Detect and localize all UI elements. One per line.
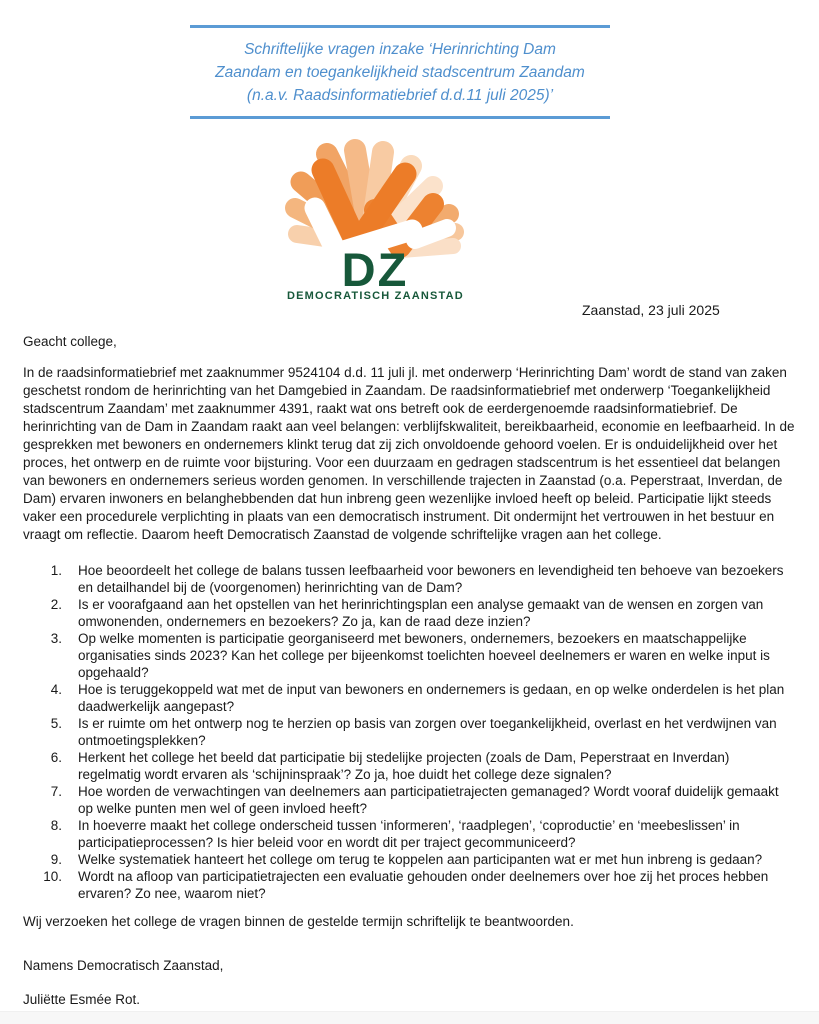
footer-band <box>0 1011 819 1024</box>
signoff: Namens Democratisch Zaanstad, <box>23 958 224 973</box>
salutation: Geacht college, <box>23 334 117 349</box>
closing-paragraph: Wij verzoeken het college de vragen binnen de gestelde termijn schriftelijk te beantwoorden. <box>23 914 574 929</box>
question-item: Op welke momenten is participatie georganiseerd met bewoners, ondernemers, bezoekers en maatschappelijke organisaties sinds 2023? Kan het college per bijeenkomst toelichten hoeveel deelnemers er waren en welke input is opgehaald? <box>78 631 770 680</box>
questions-list <box>23 562 795 902</box>
dz-logo <box>287 140 463 302</box>
question-item: Welke systematiek hanteert het college om terug te koppelen aan participanten wat er met hun inbreng is gedaan? <box>78 852 763 867</box>
letter-body <box>23 333 795 1009</box>
question-item: Hoe beoordeelt het college de balans tussen leefbaarheid voor bewoners en levendigheid ten behoeve van bezoekers en detailhandel bij de (voorgenomen) herinrichting van de Dam? <box>78 563 784 595</box>
question-item: Is er ruimte om het ontwerp nog te herzien op basis van zorgen over toegankelijkheid, overlast en het verdwijnen van ontmoetingsplekken? <box>78 716 777 748</box>
question-item: In hoeverre maakt het college onderscheid tussen ‘informeren’, ‘raadplegen’, ‘coproductie’ en ‘meebeslissen’ in participatieprocessen? Is hier beleid voor en wordt dit per traject gecommuniceerd? <box>78 818 740 850</box>
question-item: Is er voorafgaand aan het opstellen van het herinrichtingsplan een analyse gemaakt van de wensen en zorgen van omwonenden, ondernemers en bezoekers? Zo ja, kan de raad deze inzien? <box>78 597 764 629</box>
title-line-1: Schriftelijke vragen inzake ‘Herinrichting Dam <box>244 41 556 58</box>
question-item: Hoe is teruggekoppeld wat met de input van bewoners en ondernemers is gedaan, en op welke onderdelen is het plan daadwerkelijk aangepast? <box>78 682 785 714</box>
page-title <box>190 28 610 116</box>
dz-logo-mark <box>287 140 463 252</box>
signature: Juliëtte Esmée Rot. <box>23 992 141 1007</box>
title-line-2: Zaandam en toegankelijkheid stadscentrum Zaandam <box>215 64 585 81</box>
intro-paragraph: In de raadsinformatiebrief met zaaknummer 9524104 d.d. 11 juli jl. met onderwerp ‘Herinrichting Dam’ wordt de stand van zaken geschetst rondom de herinrichting van het Damgebied in Zaandam. De raadsinformatiebrief met onderwerp ‘Toegankelijkheid stadscentrum Zaandam’ met zaaknummer 4391, raakt wat ons betreft ook de eerdergenoemde raadsinformatiebrief. De herinrichting van de Dam in Zaandam raakt aan veel belangen: verblijfskwaliteit, bereikbaarheid, economie en leefbaarheid. In de gesprekken met bewoners en ondernemers klinkt terug dat zij zich onvoldoende gehoord voelen. Er is onduidelijkheid over het proces, het ontwerp en de ruimte voor bijsturing. Voor een duurzaam en gedragen stadscentrum is het essentieel dat belangen van bewoners en ondernemers serieus worden genomen. In verschillende trajecten in Zaanstad (o.a. Peperstraat, Inverdan, de Dam) ervaren inwoners en belanghebbenden dat hun inbreng geen wezenlijke invloed heeft op beleid. Participatie lijkt steeds vaker een procedurele verplichting in plaats van een democratisch instrument. Dit ondermijnt het vertrouwen in het bestuur en vraagt om reflectie. Daarom heeft Democratisch Zaanstad de volgende schriftelijke vragen aan het college. <box>23 365 795 542</box>
question-item: Wordt na afloop van participatietrajecten een evaluatie gehouden onder deelnemers over hoe zij het proces hebben ervaren? Zo nee, waarom niet? <box>78 869 769 901</box>
title-line-3: (n.a.v. Raadsinformatiebrief d.d.11 juli 2025)’ <box>246 87 554 104</box>
logo-caption: DEMOCRATISCH ZAANSTAD <box>287 290 464 302</box>
logo-acronym: DZ <box>341 243 409 296</box>
date-line: Zaanstad, 23 juli 2025 <box>582 302 720 318</box>
question-item: Hoe worden de verwachtingen van deelnemers aan participatietrajecten gemanaged? Wordt vooraf duidelijk gemaakt op welke punten men wel of geen invloed heeft? <box>78 784 779 816</box>
letter-title-block <box>190 25 610 119</box>
question-item: Herkent het college het beeld dat participatie bij stedelijke projecten (zoals de Dam, Peperstraat en Inverdan) regelmatig wordt ervaren als ‘schijninspraak’? Zo ja, hoe duidt het college deze signalen? <box>78 750 730 782</box>
title-rule-bottom <box>190 116 610 119</box>
